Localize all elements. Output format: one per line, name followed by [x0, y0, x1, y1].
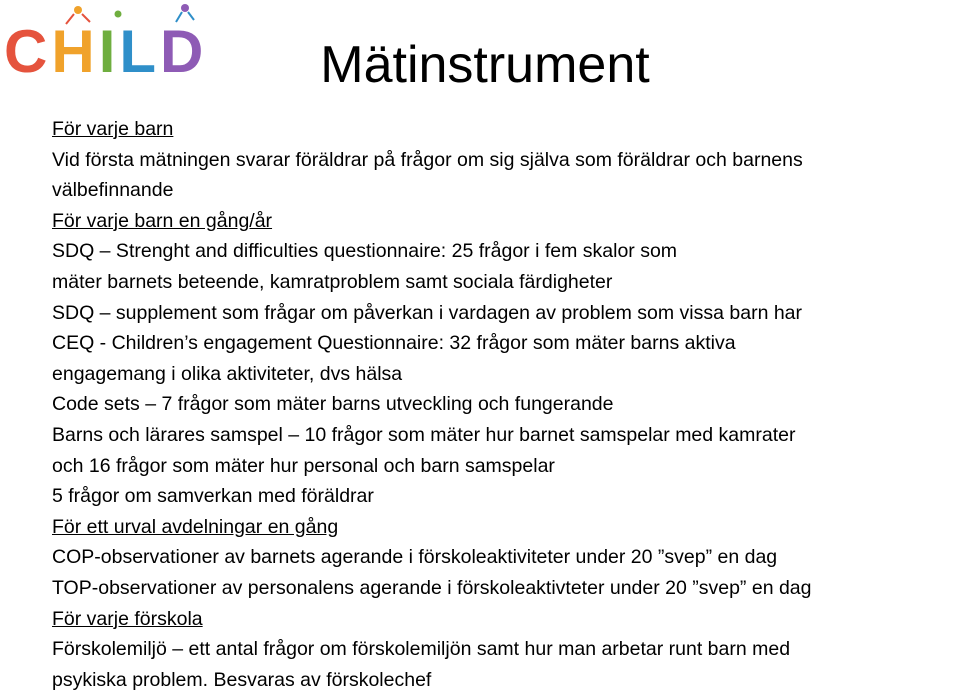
text-line-7: CEQ - Children’s engagement Questionnaire: 32 frågor som mäter barns aktiva	[52, 332, 736, 355]
text-line-5: mäter barnets beteende, kamratproblem samt sociala färdigheter	[52, 270, 613, 293]
text-line-14: COP-observationer av barnets agerande i förskoleaktiviteter under 20 ”svep” en dag	[52, 546, 778, 569]
logo-letter: L	[119, 18, 161, 85]
text-line-16: För varje förskola	[52, 607, 203, 630]
text-line-11: och 16 frågor som mäter hur personal och barn samspelar	[52, 454, 555, 477]
text-line-12: 5 frågor om samverkan med föräldrar	[52, 485, 374, 508]
text-line-4: SDQ – Strenght and difficulties questionnaire: 25 frågor i fem skalor som	[52, 240, 678, 263]
text-line-15: TOP-observationer av personalens agerande i förskoleaktivteter under 20 ”svep” en dag	[52, 576, 812, 599]
logo-letter: I	[98, 18, 120, 85]
logo-letter: H	[51, 18, 99, 85]
text-line-6: SDQ – supplement som frågar om påverkan i vardagen av problem som vissa barn har	[52, 301, 803, 324]
content-text	[52, 114, 957, 695]
text-line-1: Vid första mätningen svarar föräldrar på frågor om sig själva som föräldrar och barnens	[52, 148, 803, 171]
text-line-3: För varje barn en gång/år	[52, 209, 273, 232]
text-line-10: Barns och lärares samspel – 10 frågor som mäter hur barnet samspelar med kamrater	[52, 423, 796, 446]
logo-letter: C	[4, 18, 52, 85]
page-title: Mätinstrument	[320, 36, 650, 94]
text-line-13: För ett urval avdelningar en gång	[52, 515, 339, 538]
text-line-17: Förskolemiljö – ett antal frågor om förskolemiljön samt hur man arbetar runt barn med	[52, 638, 791, 661]
text-line-2: välbefinnande	[52, 179, 174, 202]
text-line-18: psykiska problem. Besvaras av förskolechef	[52, 668, 432, 691]
text-line-9: Code sets – 7 frågor som mäter barns utveckling och fungerande	[52, 393, 614, 416]
text-line-8: engagemang i olika aktiviteter, dvs hälsa	[52, 362, 403, 385]
logo-letter: D	[160, 18, 208, 85]
text-line-0: För varje barn	[52, 118, 174, 140]
